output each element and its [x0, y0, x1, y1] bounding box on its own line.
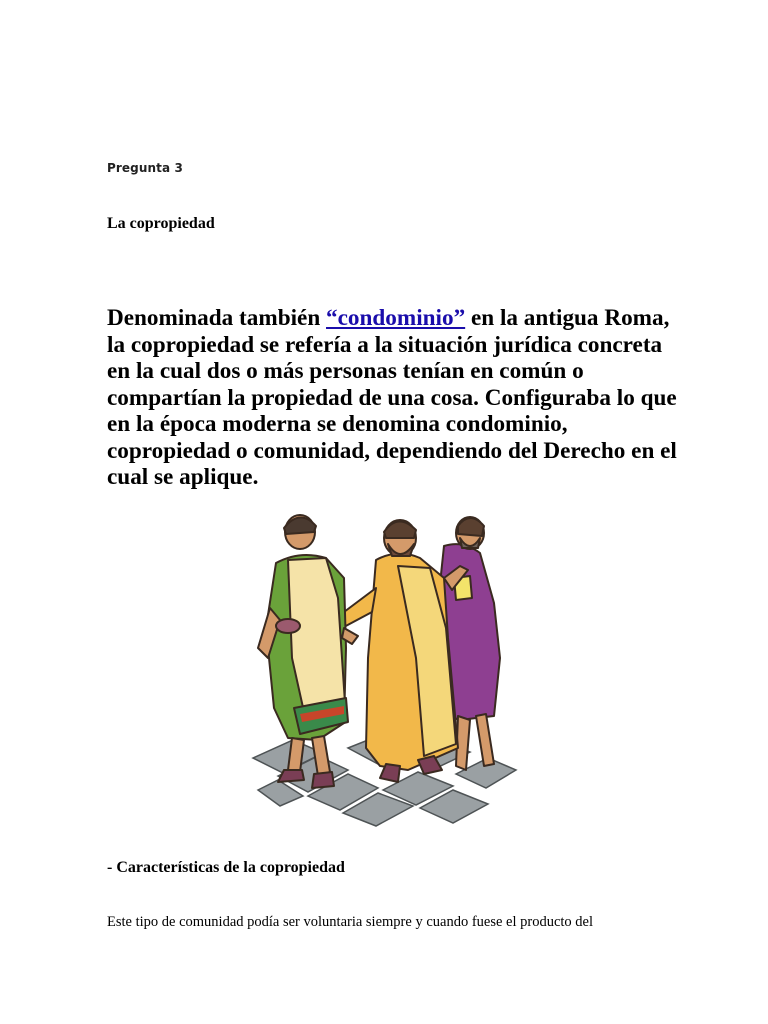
- intro-text-start: Denominada también: [107, 305, 327, 331]
- intro-paragraph: [107, 305, 687, 491]
- condominio-link[interactable]: “condominio”: [326, 305, 466, 331]
- question-label: Pregunta 3: [107, 161, 183, 175]
- characteristics-heading: - Características de la copropiedad: [107, 859, 345, 876]
- intro-text-rest: en la antigua Roma, la copropiedad se refería a la situación jurídica concreta en la cual dos o más personas tenían en común o compartían la propiedad de una cosa. Configuraba lo que en la época moderna se denomina condominio, copropiedad o comunidad, dependiendo del Derecho en el cual se aplique.: [107, 305, 677, 490]
- section-title: La copropiedad: [107, 215, 215, 232]
- illustration-svg: [248, 508, 518, 828]
- body-paragraph: Este tipo de comunidad podía ser voluntaria siempre y cuando fuese el producto del: [107, 914, 594, 930]
- roman-citizens-illustration: [248, 508, 518, 828]
